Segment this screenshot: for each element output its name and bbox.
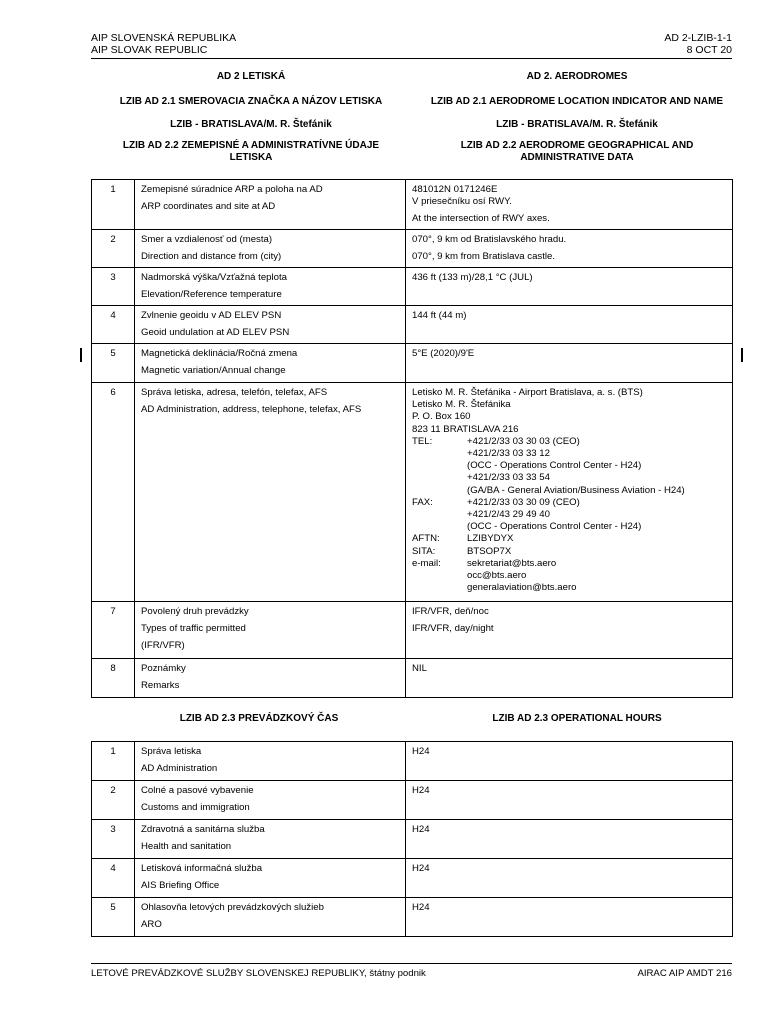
desc-en: Magnetic variation/Annual change	[141, 365, 286, 376]
table-row	[92, 898, 733, 937]
row-number: 6	[92, 383, 135, 602]
desc-en: Elevation/Reference temperature	[141, 289, 282, 300]
table-ad23	[91, 741, 733, 937]
value-en: 070°, 9 km from Bratislava castle.	[412, 251, 555, 262]
tel-row	[412, 472, 726, 484]
row-number: 3	[92, 268, 135, 306]
admin-pobox: P. O. Box 160	[412, 411, 471, 423]
email-link[interactable]: sekretariat@bts.aero	[467, 557, 557, 569]
change-bar-left	[80, 348, 82, 362]
aftn-label: AFTN:	[412, 533, 440, 545]
table-row	[92, 268, 733, 306]
desc-sk: Smer a vzdialenosť od (mesta)	[141, 234, 273, 245]
fax-value: +421/2/43 29 49 40	[467, 509, 550, 521]
desc-sk: Poznámky	[141, 663, 186, 674]
desc-sk: Správa letiska, adresa, telefón, telefax, AFS	[141, 387, 328, 398]
value-en: At the intersection of RWY axes.	[412, 213, 550, 224]
page-header-right	[664, 32, 732, 56]
desc-sk: Správa letiska	[141, 746, 202, 757]
email-link[interactable]: generalaviation@bts.aero	[467, 582, 577, 594]
fax-label: FAX:	[412, 496, 433, 508]
footer-amendment: AIRAC AIP AMDT 216	[637, 968, 732, 979]
tel-value: +421/2/33 03 30 03 (CEO)	[467, 435, 580, 447]
heading-22-sk: LZIB AD 2.2 ZEMEPISNÉ A ADMINISTRATÍVNE ÚDAJE LETISKA	[122, 140, 380, 163]
fax-note: (OCC - Operations Control Center - H24)	[467, 521, 642, 533]
table-row	[92, 659, 733, 698]
heading-23-sk: LZIB AD 2.3 PREVÁDZKOVÝ ČAS	[179, 713, 339, 724]
value-en: IFR/VFR, day/night	[412, 623, 494, 634]
email-row	[412, 582, 726, 594]
tel-label: TEL:	[412, 435, 433, 447]
row-number: 1	[92, 180, 135, 230]
value-sk: IFR/VFR, deň/noc	[412, 606, 489, 617]
email-label: e-mail:	[412, 557, 441, 569]
header-aip-en: AIP SLOVAK REPUBLIC	[91, 44, 208, 56]
sita-label: SITA:	[412, 545, 436, 557]
tel-value: +421/2/33 03 33 54	[467, 472, 550, 484]
table-row	[92, 230, 733, 268]
heading-23-en: LZIB AD 2.3 OPERATIONAL HOURS	[492, 713, 662, 724]
desc-en: ARP coordinates and site at AD	[141, 201, 276, 212]
row-description	[135, 306, 406, 344]
footer-publisher: LETOVÉ PREVÁDZKOVÉ SLUŽBY SLOVENSKEJ REPUBLIKY, štátny podnik	[91, 968, 426, 979]
table-row	[92, 306, 733, 344]
desc-sk: Nadmorská výška/Vzťažná teplota	[141, 272, 287, 283]
aftn-value: LZIBYDYX	[467, 533, 514, 545]
row-number: 3	[92, 820, 135, 859]
table-ad22	[91, 179, 733, 698]
row-description	[135, 383, 406, 602]
row-number: 5	[92, 898, 135, 937]
value-sk: 070°, 9 km od Bratislavského hradu.	[412, 234, 567, 245]
row-value: H24	[406, 781, 733, 820]
admin-city: 823 11 BRATISLAVA 216	[412, 423, 519, 435]
table-row	[92, 781, 733, 820]
tel-note: (OCC - Operations Control Center - H24)	[467, 460, 642, 472]
tel-value: +421/2/33 03 33 12	[467, 448, 550, 460]
desc-sk: Letisková informačná služba	[141, 863, 263, 874]
page-header-left	[91, 32, 236, 56]
row-value	[406, 344, 733, 383]
heading-21-en: LZIB AD 2.1 AERODROME LOCATION INDICATOR AND NAME	[430, 96, 724, 107]
table-row	[92, 820, 733, 859]
row-description	[135, 781, 406, 820]
table-row	[92, 859, 733, 898]
header-aip-sk: AIP SLOVENSKÁ REPUBLIKA	[91, 32, 237, 44]
desc-sk: Magnetická deklinácia/Ročná zmena	[141, 348, 298, 359]
row-number: 2	[92, 230, 135, 268]
email-row	[412, 558, 726, 570]
row-value	[406, 268, 733, 306]
footer-divider	[91, 963, 732, 964]
fax-value: +421/2/33 03 30 09 (CEO)	[467, 496, 580, 508]
row-description	[135, 742, 406, 781]
admin-contacts	[406, 383, 733, 602]
desc-en: Types of traffic permitted	[141, 623, 246, 634]
desc-note: (IFR/VFR)	[141, 640, 185, 651]
desc-en: Remarks	[141, 680, 180, 691]
row-value: H24	[406, 742, 733, 781]
heading-22-en: LZIB AD 2.2 AERODROME GEOGRAPHICAL AND ADMINISTRATIVE DATA	[460, 140, 694, 163]
row-number: 1	[92, 742, 135, 781]
row-description	[135, 268, 406, 306]
row-number: 5	[92, 344, 135, 383]
desc-sk: Povolený druh prevádzky	[141, 606, 249, 617]
row-number: 7	[92, 602, 135, 659]
table-row	[92, 180, 733, 230]
fax-row	[412, 509, 726, 521]
row-number: 4	[92, 859, 135, 898]
row-description	[135, 230, 406, 268]
aerodrome-name-sk: LZIB - BRATISLAVA/M. R. Štefánik	[170, 119, 332, 130]
tel-row	[412, 485, 726, 497]
fax-row	[412, 497, 726, 509]
row-description	[135, 859, 406, 898]
row-value	[406, 659, 733, 698]
desc-en: Geoid undulation at AD ELEV PSN	[141, 327, 290, 338]
row-description	[135, 898, 406, 937]
desc-sk: Zemepisné súradnice ARP a poloha na AD	[141, 184, 323, 195]
value: 5°E (2020)/9'E	[412, 348, 475, 359]
row-description	[135, 659, 406, 698]
table-row	[92, 383, 733, 602]
row-number: 8	[92, 659, 135, 698]
tel-row	[412, 436, 726, 448]
row-description	[135, 820, 406, 859]
row-value	[406, 230, 733, 268]
admin-company: Letisko M. R. Štefánika - Airport Bratislava, a. s. (BTS)	[412, 387, 643, 398]
tel-note: (GA/BA - General Aviation/Business Aviation - H24)	[467, 484, 685, 496]
desc-sk: Zdravotná a sanitárna služba	[141, 824, 265, 835]
row-number: 4	[92, 306, 135, 344]
tel-row	[412, 448, 726, 460]
fax-row	[412, 521, 726, 533]
desc-en: Direction and distance from (city)	[141, 251, 282, 262]
row-value	[406, 602, 733, 659]
row-value: H24	[406, 859, 733, 898]
row-number: 2	[92, 781, 135, 820]
row-value	[406, 180, 733, 230]
header-page-id: AD 2-LZIB-1-1	[664, 32, 732, 44]
section-title-en: AD 2. AERODROMES	[526, 71, 628, 82]
header-divider	[91, 58, 732, 59]
tel-row	[412, 460, 726, 472]
value-coordinates: 481012N 0171246E	[412, 184, 498, 195]
row-value: H24	[406, 898, 733, 937]
desc-sk: Colné a pasové vybavenie	[141, 785, 254, 796]
aftn-row	[412, 533, 726, 545]
row-description	[135, 344, 406, 383]
change-bar-right	[741, 348, 743, 362]
email-link[interactable]: occ@bts.aero	[467, 570, 527, 582]
row-description	[135, 180, 406, 230]
admin-name: Letisko M. R. Štefánika	[412, 399, 511, 411]
table-row	[92, 602, 733, 659]
section-title-sk: AD 2 LETISKÁ	[216, 71, 286, 82]
email-row	[412, 570, 726, 582]
row-description	[135, 602, 406, 659]
sita-row	[412, 546, 726, 558]
aerodrome-name-en: LZIB - BRATISLAVA/M. R. Štefánik	[496, 119, 658, 130]
row-value	[406, 306, 733, 344]
desc-en: ARO	[141, 919, 162, 930]
header-date: 8 OCT 20	[686, 44, 732, 56]
value-sk: V priesečníku osí RWY.	[412, 196, 512, 207]
value: NIL	[412, 663, 427, 674]
value: 144 ft (44 m)	[412, 310, 467, 321]
desc-sk: Ohlasovňa letových prevádzkových služieb	[141, 902, 324, 913]
sita-value: BTSOP7X	[467, 545, 512, 557]
desc-sk: Zvlnenie geoidu v AD ELEV PSN	[141, 310, 282, 321]
desc-en: Customs and immigration	[141, 802, 250, 813]
desc-en: AIS Briefing Office	[141, 880, 220, 891]
row-value: H24	[406, 820, 733, 859]
value: 436 ft (133 m)/28,1 °C (JUL)	[412, 272, 533, 283]
desc-en: AD Administration, address, telephone, telefax, AFS	[141, 404, 362, 415]
desc-en: AD Administration	[141, 763, 218, 774]
desc-en: Health and sanitation	[141, 841, 232, 852]
heading-21-sk: LZIB AD 2.1 SMEROVACIA ZNAČKA A NÁZOV LETISKA	[119, 96, 383, 107]
table-row	[92, 742, 733, 781]
table-row	[92, 344, 733, 383]
